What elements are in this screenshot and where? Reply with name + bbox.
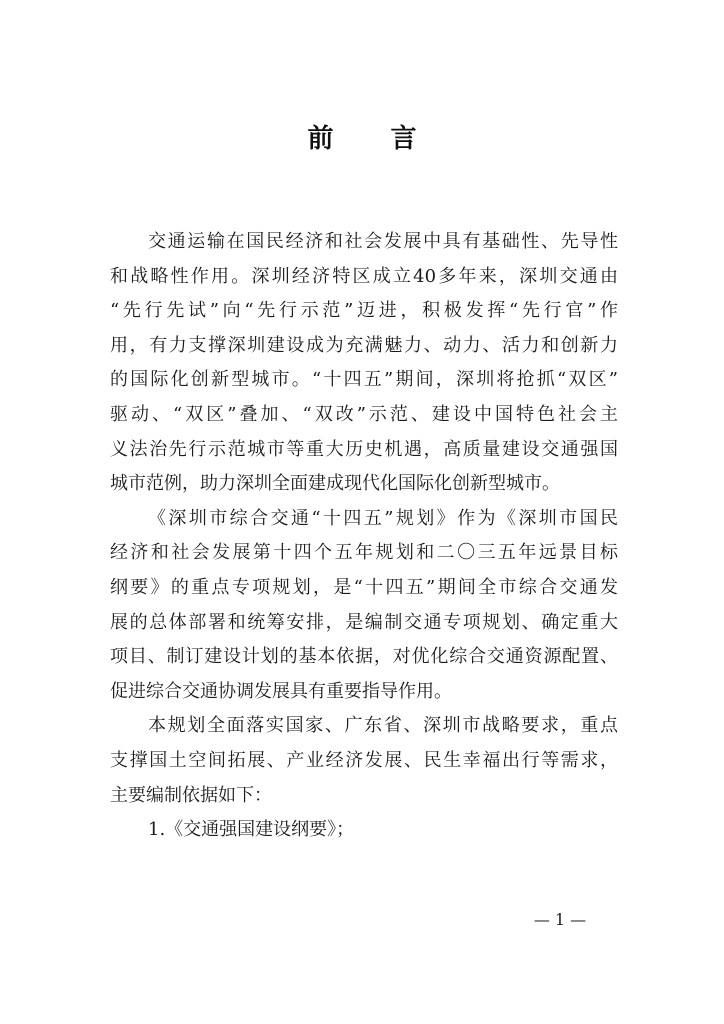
text-line: 城市范例，助力深圳全面建成现代化国际化创新型城市。 [110, 473, 560, 495]
text-line: 展的总体部署和统筹安排，是编制交通专项规划、确定重大 [110, 611, 618, 633]
page-title: 前 言 [307, 124, 441, 154]
text-line: 义法治先行示范城市等重大历史机遇，高质量建设交通强国 [110, 438, 618, 460]
text-line: 用，有力支撑深圳建设成为充满魅力、动力、活力和创新力 [110, 334, 618, 356]
text-line: 交通运输在国民经济和社会发展中具有基础性、先导性 [148, 231, 618, 252]
text-line: 经济和社会发展第十四个五年规划和二〇三五年远景目标 [110, 542, 618, 564]
text-line: 主要编制依据如下： [110, 784, 272, 806]
text-line: 本规划全面落实国家、广东省、深圳市战略要求，重点 [148, 715, 618, 737]
text-line: 的国际化创新型城市。“十四五”期间，深圳将抢抓“双区” [110, 369, 618, 391]
text-line: “先行先试”向“先行示范”迈进，积极发挥“先行官”作 [110, 300, 618, 322]
page-number: — 1 — [533, 910, 587, 929]
text-line: 纲要》的重点专项规划，是“十四五”期间全市综合交通发 [110, 576, 618, 598]
text-line: 项目、制订建设计划的基本依据，对优化综合交通资源配置、 [110, 646, 618, 668]
text-line: 驱动、“双区”叠加、“双改”示范、建设中国特色社会主 [110, 403, 618, 425]
text-line: 《深圳市综合交通“十四五”规划》作为《深圳市国民 [148, 507, 618, 529]
text-line: 1.《交通强国建设纲要》； [148, 819, 355, 841]
text-line: 支撑国土空间拓展、产业经济发展、民生幸福出行等需求， [110, 749, 618, 771]
text-line: 和战略性作用。深圳经济特区成立40多年来，深圳交通由 [110, 265, 618, 287]
body-text [110, 225, 618, 848]
text-line: 促进综合交通协调发展具有重要指导作用。 [110, 680, 452, 702]
